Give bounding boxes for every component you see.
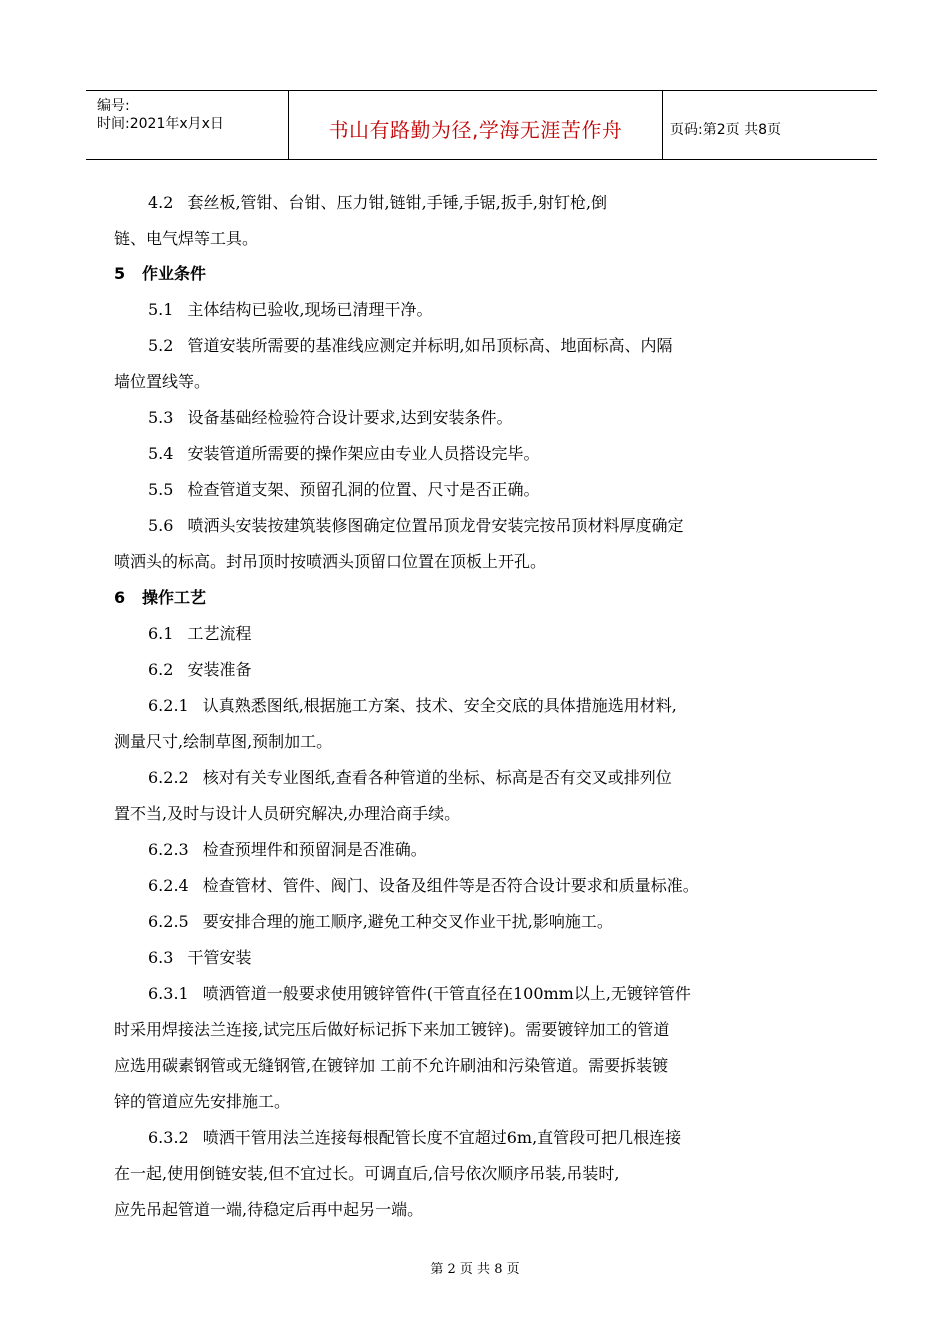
paragraph-6-2-2-continued: 置不当,及时与设计人员研究解决,办理洽商手续。 [114,804,461,823]
paragraph-4-2-continued: 链、电气焊等工具。 [114,229,259,248]
paragraph-6-2 [148,660,251,680]
paragraph-6-3-1-continued-1: 时采用焊接法兰连接,试完压后做好标记拆下来加工镀锌)。需要镀锌加工的管道 [114,1020,670,1039]
clause-number: 5.5 [148,480,174,499]
paragraph-6-2-3 [148,840,427,860]
paragraph-6-3-2 [148,1128,681,1148]
paragraph-4-2 [148,193,607,213]
paragraph-6-3 [148,948,251,968]
clause-text: 检查管道支架、预留孔洞的位置、尺寸是否正确。 [187,480,540,499]
document-number-label: 编号: [97,98,130,114]
header-page-label: 页码:第2页 共8页 [670,122,781,138]
paragraph-6-3-1 [148,984,691,1004]
clause-text: 设备基础经检验符合设计要求,达到安装条件。 [187,408,513,427]
clause-text: 核对有关专业图纸,查看各种管道的坐标、标高是否有交叉或排列位 [202,768,672,787]
clause-number: 6.2 [148,660,174,679]
clause-number: 6.2.4 [148,876,189,895]
clause-number: 6.2.3 [148,840,189,859]
clause-number: 6.2.5 [148,912,189,931]
paragraph-5-2 [148,336,673,356]
paragraph-6-3-1-continued-2: 应选用碳素钢管或无缝钢管,在镀锌加 工前不允许刷油和污染管道。需要拆装镀 [114,1056,669,1075]
clause-text: 检查预埋件和预留洞是否准确。 [202,840,427,859]
clause-text: 要安排合理的施工顺序,避免工种交叉作业干扰,影响施工。 [202,912,613,931]
clause-text: 套丝板,管钳、台钳、压力钳,链钳,手锤,手锯,扳手,射钉枪,倒 [187,193,608,212]
section-5-heading [114,264,206,284]
paragraph-5-2-continued: 墙位置线等。 [114,372,211,391]
header-middle-cell [288,91,663,159]
paragraph-5-5 [148,480,539,500]
paragraph-6-3-1-continued-3: 锌的管道应先安排施工。 [114,1092,291,1111]
clause-text: 管道安装所需要的基准线应测定并标明,如吊顶标高、地面标高、内隔 [187,336,673,355]
clause-number: 5.6 [148,516,174,535]
paragraph-6-2-5 [148,912,613,932]
section-number: 5 [114,264,126,283]
paragraph-6-3-2-continued-1: 在一起,使用倒链安装,但不宜过长。可调直后,信号依次顺序吊装,吊装时, [114,1164,620,1183]
paragraph-6-1 [148,624,251,644]
header-motto: 书山有路勤为径,学海无涯苦作舟 [328,118,623,142]
clause-text: 安装管道所需要的操作架应由专业人员搭设完毕。 [187,444,540,463]
paragraph-5-6-continued: 喷洒头的标高。封吊顶时按喷洒头顶留口位置在顶板上开孔。 [114,552,547,571]
header-left-cell [86,91,288,159]
clause-number: 6.1 [148,624,174,643]
document-date-label: 时间:2021年x月x日 [97,116,224,132]
paragraph-5-4 [148,444,539,464]
clause-number: 5.4 [148,444,174,463]
header-right-cell [662,91,877,159]
clause-text: 干管安装 [187,948,252,967]
document-header [86,90,877,160]
clause-number: 6.2.1 [148,696,189,715]
clause-number: 4.2 [148,193,174,212]
section-number: 6 [114,588,126,607]
clause-text: 喷洒头安装按建筑装修图确定位置吊顶龙骨安装完按吊顶材料厚度确定 [187,516,684,535]
paragraph-5-6 [148,516,683,536]
clause-text: 认真熟悉图纸,根据施工方案、技术、安全交底的具体措施选用材料, [202,696,677,715]
clause-number: 6.3 [148,948,174,967]
section-6-heading [114,588,206,608]
clause-number: 6.3.1 [148,984,189,1003]
clause-text: 喷洒干管用法兰连接每根配管长度不宜超过6m,直管段可把几根连接 [202,1128,682,1147]
paragraph-5-1 [148,300,433,320]
section-title: 作业条件 [142,264,207,283]
clause-number: 6.2.2 [148,768,189,787]
clause-number: 5.1 [148,300,174,319]
clause-text: 安装准备 [187,660,252,679]
clause-text: 喷洒管道一般要求使用镀锌管件(干管直径在100mm以上,无镀锌管件 [202,984,691,1003]
clause-text: 工艺流程 [187,624,252,643]
clause-text: 检查管材、管件、阀门、设备及组件等是否符合设计要求和质量标准。 [202,876,699,895]
clause-number: 5.3 [148,408,174,427]
paragraph-6-2-1-continued: 测量尺寸,绘制草图,预制加工。 [114,732,333,751]
paragraph-6-2-1 [148,696,677,716]
section-title: 操作工艺 [142,588,207,607]
clause-text: 主体结构已验收,现场已清理干净。 [187,300,433,319]
page-footer: 第 2 页 共 8 页 [430,1262,520,1277]
clause-number: 6.3.2 [148,1128,189,1147]
clause-number: 5.2 [148,336,174,355]
paragraph-6-2-2 [148,768,672,788]
paragraph-6-3-2-continued-2: 应先吊起管道一端,待稳定后再中起另一端。 [114,1200,424,1219]
paragraph-5-3 [148,408,513,428]
paragraph-6-2-4 [148,876,699,896]
